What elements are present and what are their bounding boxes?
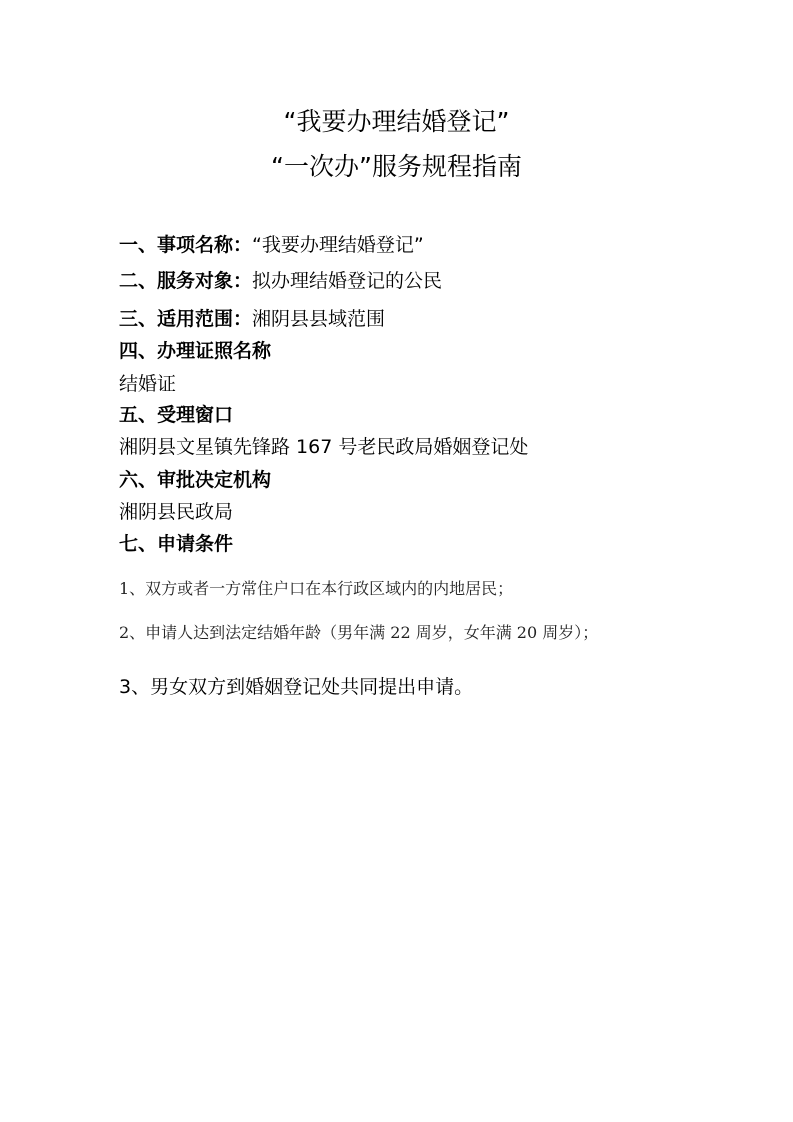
window-heading: 五、受理窗口 xyxy=(119,404,234,426)
item-name-value: “我要办理结婚登记” xyxy=(252,234,424,256)
window-value: 湘阴县文星镇先锋路 167 号老民政局婚姻登记处 xyxy=(119,436,529,458)
service-target-label: 二、服务对象： xyxy=(119,270,253,292)
authority-heading: 六、审批决定机构 xyxy=(119,469,272,491)
scope-label: 三、适用范围： xyxy=(119,308,253,330)
conditions-heading: 七、申请条件 xyxy=(119,533,234,555)
document-title-line-2: “一次办”服务规程指南 xyxy=(271,152,522,181)
certificate-heading: 四、办理证照名称 xyxy=(119,340,272,362)
document-title-line-1: “我要办理结婚登记” xyxy=(283,107,510,136)
item-name-row xyxy=(119,232,424,258)
item-name-label: 一、事项名称： xyxy=(119,234,253,256)
scope-row xyxy=(119,306,385,332)
service-target-value: 拟办理结婚登记的公民 xyxy=(252,270,443,292)
condition-item-3: 3、男女双方到婚姻登记处共同提出申请。 xyxy=(119,676,474,698)
authority-value: 湘阴县民政局 xyxy=(119,501,234,523)
condition-item-1: 1、双方或者一方常住户口在本行政区域内的内地居民； xyxy=(119,579,514,598)
service-target-row xyxy=(119,268,442,294)
certificate-value: 结婚证 xyxy=(119,373,177,395)
scope-value: 湘阴县县域范围 xyxy=(252,308,386,330)
condition-item-2: 2、申请人达到法定结婚年龄（男年满 22 周岁，女年满 20 周岁）； xyxy=(119,623,599,642)
